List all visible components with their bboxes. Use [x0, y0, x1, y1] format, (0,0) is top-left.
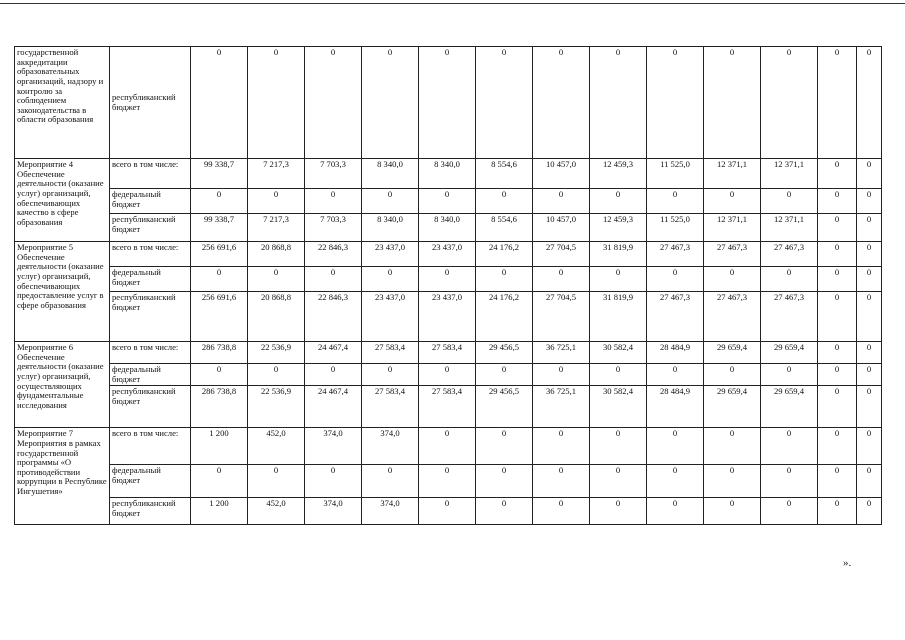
amount-cell: 0 — [818, 386, 857, 428]
amount-cell: 256 691,6 — [191, 292, 248, 342]
amount-cell: 0 — [647, 47, 704, 159]
amount-cell: 0 — [362, 47, 419, 159]
funding-source-cell: республиканский бюджет — [110, 292, 191, 342]
amount-cell: 0 — [305, 267, 362, 292]
amount-cell: 0 — [857, 498, 882, 525]
amount-cell: 0 — [191, 364, 248, 386]
amount-cell: 0 — [704, 428, 761, 465]
amount-cell: 8 554,6 — [476, 159, 533, 189]
amount-cell: 12 371,1 — [761, 214, 818, 242]
amount-cell: 29 659,4 — [761, 342, 818, 364]
amount-cell: 0 — [590, 47, 647, 159]
amount-cell: 27 467,3 — [704, 292, 761, 342]
amount-cell: 452,0 — [248, 498, 305, 525]
amount-cell: 0 — [857, 428, 882, 465]
amount-cell: 27 583,4 — [419, 342, 476, 364]
amount-cell: 27 704,5 — [533, 292, 590, 342]
amount-cell: 22 846,3 — [305, 242, 362, 267]
table-row — [15, 465, 882, 498]
amount-cell: 0 — [857, 242, 882, 267]
activity-name-cell: Мероприятие 7 Мероприятия в рамках государственной программы «О противодействии коррупции в Республике Ингушетия» — [15, 428, 110, 525]
amount-cell: 0 — [704, 364, 761, 386]
funding-source-cell: всего в том числе: — [110, 242, 191, 267]
funding-source-cell: федеральный бюджет — [110, 267, 191, 292]
funding-source-cell: республиканский бюджет — [110, 386, 191, 428]
amount-cell: 0 — [647, 189, 704, 214]
amount-cell: 23 437,0 — [362, 292, 419, 342]
table-row — [15, 47, 882, 159]
amount-cell: 28 484,9 — [647, 342, 704, 364]
amount-cell: 0 — [248, 364, 305, 386]
amount-cell: 0 — [476, 189, 533, 214]
amount-cell: 12 459,3 — [590, 214, 647, 242]
amount-cell: 0 — [818, 47, 857, 159]
amount-cell: 99 338,7 — [191, 159, 248, 189]
amount-cell: 27 467,3 — [704, 242, 761, 267]
amount-cell: 1 200 — [191, 428, 248, 465]
amount-cell: 0 — [476, 267, 533, 292]
amount-cell: 0 — [419, 364, 476, 386]
funding-source-cell: всего в том числе: — [110, 428, 191, 465]
amount-cell: 31 819,9 — [590, 292, 647, 342]
amount-cell: 0 — [704, 267, 761, 292]
amount-cell: 7 703,3 — [305, 159, 362, 189]
amount-cell: 0 — [857, 267, 882, 292]
amount-cell: 0 — [362, 267, 419, 292]
amount-cell: 0 — [191, 47, 248, 159]
amount-cell: 27 583,4 — [362, 342, 419, 364]
amount-cell: 29 659,4 — [704, 386, 761, 428]
amount-cell: 8 554,6 — [476, 214, 533, 242]
amount-cell: 8 340,0 — [419, 214, 476, 242]
table-row — [15, 189, 882, 214]
amount-cell: 0 — [647, 465, 704, 498]
amount-cell: 0 — [704, 465, 761, 498]
amount-cell: 0 — [419, 267, 476, 292]
amount-cell: 0 — [590, 267, 647, 292]
amount-cell: 374,0 — [362, 498, 419, 525]
amount-cell: 0 — [818, 465, 857, 498]
amount-cell: 0 — [818, 159, 857, 189]
amount-cell: 0 — [191, 189, 248, 214]
table-row — [15, 214, 882, 242]
amount-cell: 0 — [590, 465, 647, 498]
amount-cell: 27 704,5 — [533, 242, 590, 267]
amount-cell: 10 457,0 — [533, 214, 590, 242]
amount-cell: 0 — [533, 267, 590, 292]
amount-cell: 0 — [248, 47, 305, 159]
amount-cell: 0 — [476, 364, 533, 386]
amount-cell: 12 371,1 — [761, 159, 818, 189]
amount-cell: 28 484,9 — [647, 386, 704, 428]
funding-source-cell: республиканский бюджет — [110, 214, 191, 242]
amount-cell: 0 — [191, 465, 248, 498]
amount-cell: 0 — [647, 428, 704, 465]
amount-cell: 1 200 — [191, 498, 248, 525]
amount-cell: 36 725,1 — [533, 342, 590, 364]
amount-cell: 0 — [533, 498, 590, 525]
amount-cell: 8 340,0 — [419, 159, 476, 189]
amount-cell: 0 — [419, 465, 476, 498]
amount-cell: 23 437,0 — [362, 242, 419, 267]
amount-cell: 23 437,0 — [419, 292, 476, 342]
amount-cell: 22 846,3 — [305, 292, 362, 342]
amount-cell: 0 — [857, 47, 882, 159]
amount-cell: 0 — [704, 498, 761, 525]
amount-cell: 29 456,5 — [476, 386, 533, 428]
amount-cell: 0 — [857, 465, 882, 498]
amount-cell: 0 — [857, 386, 882, 428]
amount-cell: 23 437,0 — [419, 242, 476, 267]
amount-cell: 0 — [476, 47, 533, 159]
amount-cell: 374,0 — [362, 428, 419, 465]
amount-cell: 0 — [761, 47, 818, 159]
budget-table — [14, 46, 882, 525]
amount-cell: 24 176,2 — [476, 292, 533, 342]
amount-cell: 11 525,0 — [647, 159, 704, 189]
activity-name-cell: государственной аккредитации образовательных организаций, надзору и контролю за соблюдением законодательства в области образования — [15, 47, 110, 159]
funding-source-cell: всего в том числе: — [110, 159, 191, 189]
funding-source-cell: всего в том числе: — [110, 342, 191, 364]
amount-cell: 31 819,9 — [590, 242, 647, 267]
amount-cell: 22 536,9 — [248, 342, 305, 364]
activity-name-cell: Мероприятие 4 Обеспечение деятельности (оказание услуг) организаций, обеспечивающих качество в сфере образования — [15, 159, 110, 242]
table-row — [15, 159, 882, 189]
table-row — [15, 292, 882, 342]
amount-cell: 24 176,2 — [476, 242, 533, 267]
amount-cell: 0 — [818, 214, 857, 242]
amount-cell: 0 — [818, 189, 857, 214]
table-row — [15, 242, 882, 267]
funding-source-cell: республиканский бюджет — [110, 47, 191, 159]
amount-cell: 27 467,3 — [761, 242, 818, 267]
funding-source-cell: федеральный бюджет — [110, 465, 191, 498]
amount-cell: 0 — [191, 267, 248, 292]
amount-cell: 0 — [248, 465, 305, 498]
amount-cell: 27 583,4 — [419, 386, 476, 428]
amount-cell: 27 583,4 — [362, 386, 419, 428]
amount-cell: 7 217,3 — [248, 214, 305, 242]
funding-source-cell: федеральный бюджет — [110, 364, 191, 386]
amount-cell: 7 703,3 — [305, 214, 362, 242]
amount-cell: 286 738,8 — [191, 386, 248, 428]
amount-cell: 12 371,1 — [704, 159, 761, 189]
amount-cell: 0 — [533, 364, 590, 386]
amount-cell: 0 — [818, 267, 857, 292]
amount-cell: 0 — [248, 189, 305, 214]
amount-cell: 30 582,4 — [590, 386, 647, 428]
amount-cell: 8 340,0 — [362, 214, 419, 242]
funding-source-cell: федеральный бюджет — [110, 189, 191, 214]
amount-cell: 0 — [533, 428, 590, 465]
amount-cell: 99 338,7 — [191, 214, 248, 242]
amount-cell: 0 — [761, 498, 818, 525]
amount-cell: 0 — [362, 189, 419, 214]
amount-cell: 0 — [590, 189, 647, 214]
amount-cell: 0 — [476, 428, 533, 465]
amount-cell: 0 — [818, 292, 857, 342]
amount-cell: 0 — [419, 498, 476, 525]
amount-cell: 12 459,3 — [590, 159, 647, 189]
amount-cell: 0 — [248, 267, 305, 292]
amount-cell: 0 — [704, 189, 761, 214]
amount-cell: 20 868,8 — [248, 242, 305, 267]
amount-cell: 374,0 — [305, 498, 362, 525]
table-row — [15, 267, 882, 292]
amount-cell: 29 659,4 — [761, 386, 818, 428]
amount-cell: 27 467,3 — [647, 292, 704, 342]
amount-cell: 256 691,6 — [191, 242, 248, 267]
table-row — [15, 364, 882, 386]
amount-cell: 0 — [533, 465, 590, 498]
amount-cell: 0 — [857, 342, 882, 364]
amount-cell: 36 725,1 — [533, 386, 590, 428]
table-row — [15, 428, 882, 465]
amount-cell: 22 536,9 — [248, 386, 305, 428]
amount-cell: 0 — [533, 189, 590, 214]
activity-name-cell: Мероприятие 6 Обеспечение деятельности (оказание услуг) организаций, осуществляющих фундаментальные исследования — [15, 342, 110, 428]
amount-cell: 0 — [476, 465, 533, 498]
amount-cell: 0 — [761, 267, 818, 292]
amount-cell: 29 659,4 — [704, 342, 761, 364]
amount-cell: 0 — [305, 465, 362, 498]
amount-cell: 24 467,4 — [305, 386, 362, 428]
amount-cell: 0 — [761, 189, 818, 214]
amount-cell: 374,0 — [305, 428, 362, 465]
amount-cell: 0 — [533, 47, 590, 159]
amount-cell: 0 — [590, 428, 647, 465]
amount-cell: 0 — [857, 189, 882, 214]
amount-cell: 0 — [761, 364, 818, 386]
amount-cell: 0 — [818, 342, 857, 364]
table-row — [15, 386, 882, 428]
page-top-rule — [0, 3, 905, 4]
closing-quote: ». — [843, 557, 852, 569]
amount-cell: 0 — [761, 465, 818, 498]
amount-cell: 0 — [419, 47, 476, 159]
budget-table-body — [15, 47, 882, 525]
amount-cell: 0 — [590, 498, 647, 525]
amount-cell: 0 — [647, 267, 704, 292]
amount-cell: 0 — [818, 498, 857, 525]
amount-cell: 10 457,0 — [533, 159, 590, 189]
table-row — [15, 498, 882, 525]
amount-cell: 0 — [761, 428, 818, 465]
amount-cell: 0 — [362, 465, 419, 498]
activity-name-cell: Мероприятие 5 Обеспечение деятельности (оказание услуг) организаций, обеспечивающих предоставление услуг в сфере образования — [15, 242, 110, 342]
amount-cell: 27 467,3 — [647, 242, 704, 267]
amount-cell: 0 — [590, 364, 647, 386]
amount-cell: 27 467,3 — [761, 292, 818, 342]
amount-cell: 0 — [647, 364, 704, 386]
amount-cell: 0 — [857, 159, 882, 189]
amount-cell: 29 456,5 — [476, 342, 533, 364]
amount-cell: 286 738,8 — [191, 342, 248, 364]
amount-cell: 0 — [857, 292, 882, 342]
amount-cell: 0 — [305, 364, 362, 386]
amount-cell: 8 340,0 — [362, 159, 419, 189]
amount-cell: 0 — [818, 428, 857, 465]
amount-cell: 0 — [419, 428, 476, 465]
amount-cell: 0 — [818, 242, 857, 267]
amount-cell: 0 — [305, 47, 362, 159]
amount-cell: 30 582,4 — [590, 342, 647, 364]
amount-cell: 0 — [857, 364, 882, 386]
amount-cell: 0 — [305, 189, 362, 214]
amount-cell: 0 — [647, 498, 704, 525]
funding-source-cell: республиканский бюджет — [110, 498, 191, 525]
amount-cell: 0 — [818, 364, 857, 386]
amount-cell: 24 467,4 — [305, 342, 362, 364]
amount-cell: 11 525,0 — [647, 214, 704, 242]
amount-cell: 0 — [362, 364, 419, 386]
amount-cell: 452,0 — [248, 428, 305, 465]
amount-cell: 0 — [857, 214, 882, 242]
amount-cell: 20 868,8 — [248, 292, 305, 342]
amount-cell: 0 — [419, 189, 476, 214]
amount-cell: 0 — [704, 47, 761, 159]
table-row — [15, 342, 882, 364]
amount-cell: 0 — [476, 498, 533, 525]
amount-cell: 7 217,3 — [248, 159, 305, 189]
amount-cell: 12 371,1 — [704, 214, 761, 242]
